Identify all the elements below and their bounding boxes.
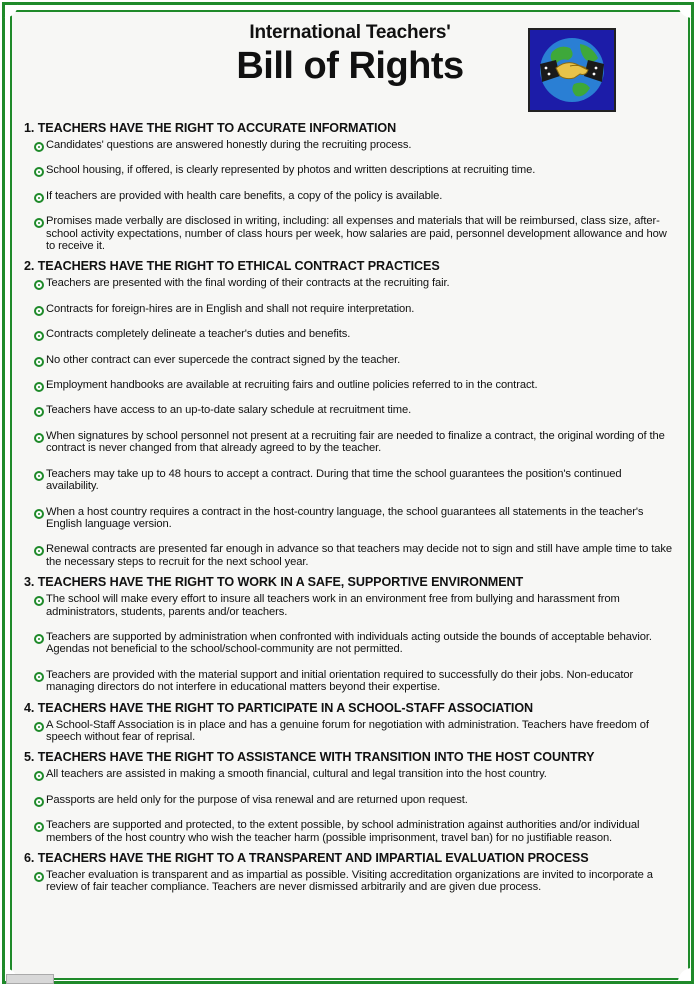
list-item: If teachers are provided with health care benefits, a copy of the policy is available. xyxy=(24,190,674,202)
section-safe-environment xyxy=(24,574,674,693)
section-heading: 1. TEACHERS HAVE THE RIGHT TO ACCURATE INFORMATION xyxy=(24,121,397,135)
section-heading: 3. TEACHERS HAVE THE RIGHT TO WORK IN A SAFE, SUPPORTIVE ENVIRONMENT xyxy=(24,575,524,590)
bullet-icon xyxy=(34,407,44,417)
bullet-icon xyxy=(34,142,44,152)
list-item: School housing, if offered, is clearly represented by photos and written descriptions at recruiting time. xyxy=(24,164,674,176)
bullet-icon xyxy=(34,193,44,203)
list-item: Teachers are provided with the material support and initial orientation required to successfully do their jobs. Non-educator managing directors do not interfere in educational matters beyond their expertise. xyxy=(24,669,674,694)
bullet-icon xyxy=(34,509,44,519)
list-item: Teachers may take up to 48 hours to accept a contract. During that time the school guarantees the position's continued availability. xyxy=(24,468,674,493)
section-staff-association xyxy=(24,700,674,744)
section-heading: 4. TEACHERS HAVE THE RIGHT TO PARTICIPATE IN A SCHOOL-STAFF ASSOCIATION xyxy=(24,700,534,715)
bullet-icon xyxy=(34,797,44,807)
section-heading: 2. TEACHERS HAVE THE RIGHT TO ETHICAL CONTRACT PRACTICES xyxy=(24,259,440,274)
list-item: Candidates' questions are answered honestly during the recruiting process. xyxy=(24,139,674,151)
section-ethical-contract-practices xyxy=(24,258,674,568)
bullet-icon xyxy=(34,218,44,228)
section-evaluation-process xyxy=(24,850,674,894)
section-host-country-transition xyxy=(24,749,674,844)
list-item: Contracts completely delineate a teacher's duties and benefits. xyxy=(24,328,674,340)
list-item: A School-Staff Association is in place and has a genuine forum for negotiation with administration. Teachers have freedom of speech without fear of reprisal. xyxy=(24,719,674,744)
list-item: Renewal contracts are presented far enough in advance so that teachers may decide not to sign and still have ample time to take the necessary steps to recruit for the next school year. xyxy=(24,543,674,568)
globe-handshake-icon xyxy=(528,28,616,112)
list-item: Contracts for foreign-hires are in English and shall not require interpretation. xyxy=(24,303,674,315)
list-item: Teachers have access to an up-to-date salary schedule at recruitment time. xyxy=(24,404,674,416)
bullet-icon xyxy=(34,722,44,732)
bullet-icon xyxy=(34,872,44,882)
footer-stamp xyxy=(6,974,54,984)
list-item: Employment handbooks are available at recruiting fairs and outline policies referred to in the contract. xyxy=(24,379,674,391)
document-title: Bill of Rights xyxy=(236,45,464,87)
bullet-icon xyxy=(34,596,44,606)
list-item: Teachers are supported and protected, to the extent possible, by school administration against authorities and/or individual members of the host country who wish the teacher harm (possible imprisonment, travel ban) for no justifiable reason. xyxy=(24,819,674,844)
bullet-icon xyxy=(34,167,44,177)
bullet-icon xyxy=(34,546,44,556)
bullet-icon xyxy=(34,471,44,481)
list-item: When signatures by school personnel not present at a recruiting fair are needed to finalize a contract, the original wording of the contract is never changed from that already agreed to by the teacher. xyxy=(24,430,674,455)
bullet-icon xyxy=(34,822,44,832)
document-subtitle: International Teachers' xyxy=(249,22,451,43)
bullet-icon xyxy=(34,433,44,443)
bullet-icon xyxy=(34,771,44,781)
rights-list xyxy=(24,120,674,900)
section-accurate-information xyxy=(24,120,674,252)
bullet-icon xyxy=(34,672,44,682)
bullet-icon xyxy=(34,280,44,290)
list-item: Passports are held only for the purpose of visa renewal and are returned upon request. xyxy=(24,794,674,806)
list-item: No other contract can ever supercede the contract signed by the teacher. xyxy=(24,354,674,366)
list-item: Teacher evaluation is transparent and as impartial as possible. Visiting accreditation organizations are invited to incorporate a review of fair teacher compliance. Teachers are never dismissed arbitrarily and are given due process. xyxy=(24,869,674,894)
bullet-icon xyxy=(34,382,44,392)
bullet-icon xyxy=(34,331,44,341)
bullet-icon xyxy=(34,634,44,644)
list-item: The school will make every effort to insure all teachers work in an environment free from bullying and harassment from administrators, students, parents and/or teachers. xyxy=(24,593,674,618)
list-item: Teachers are presented with the final wording of their contracts at the recruiting fair. xyxy=(24,277,674,289)
list-item: When a host country requires a contract in the host-country language, the school guarantees all statements in the teacher's English language version. xyxy=(24,506,674,531)
bullet-icon xyxy=(34,306,44,316)
list-item: All teachers are assisted in making a smooth financial, cultural and legal transition into the host country. xyxy=(24,768,674,780)
section-heading: 5. TEACHERS HAVE THE RIGHT TO ASSISTANCE WITH TRANSITION INTO THE HOST COUNTRY xyxy=(24,750,595,765)
bullet-icon xyxy=(34,357,44,367)
list-item: Teachers are supported by administration when confronted with individuals acting outside the bounds of acceptable behavior. Agendas not beneficial to the school/school-community are not permitted. xyxy=(24,631,674,656)
list-item: Promises made verbally are disclosed in writing, including: all expenses and materials that will be reimbursed, class size, after-school activity expectations, number of class hours per week, how salaries are paid, personnel development allowance and how to receive it. xyxy=(24,215,674,252)
section-heading: 6. TEACHERS HAVE THE RIGHT TO A TRANSPARENT AND IMPARTIAL EVALUATION PROCESS xyxy=(24,851,589,865)
